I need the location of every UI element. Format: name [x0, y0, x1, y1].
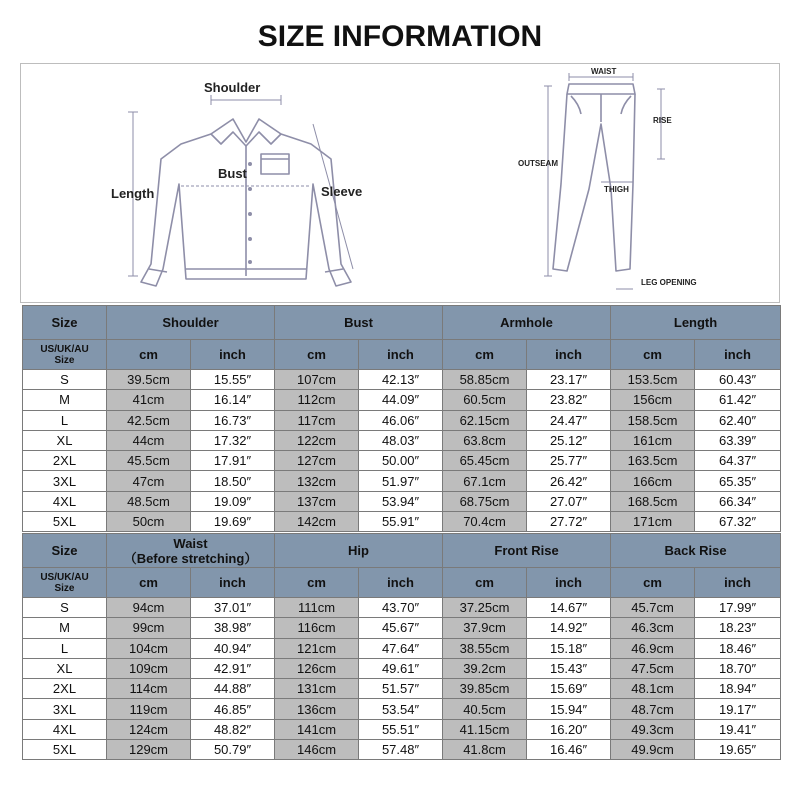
cm-cell: 166cm [611, 471, 695, 491]
table-row [23, 598, 781, 618]
inch-cell: 18.50″ [191, 471, 275, 491]
table-row [23, 451, 781, 471]
inch-cell: 38.98″ [191, 618, 275, 638]
size-cell: L [23, 410, 107, 430]
cm-cell: 48.5cm [107, 491, 191, 511]
cm-cell: 158.5cm [611, 410, 695, 430]
table-subheader-row [23, 340, 781, 370]
cm-cell: 37.9cm [443, 618, 527, 638]
inch-cell: 66.34″ [695, 491, 781, 511]
cm-cell: 60.5cm [443, 390, 527, 410]
inch-cell: 18.46″ [695, 638, 781, 658]
inch-cell: 23.17″ [527, 370, 611, 390]
cm-cell: 41cm [107, 390, 191, 410]
size-sub-label: Size [54, 582, 75, 594]
inch-cell: 65.35″ [695, 471, 781, 491]
inch-header: inch [359, 340, 443, 370]
inch-cell: 19.65″ [695, 740, 781, 760]
inch-cell: 19.17″ [695, 699, 781, 719]
inch-cell: 64.37″ [695, 451, 781, 471]
cm-cell: 163.5cm [611, 451, 695, 471]
table-row [23, 740, 781, 760]
table-row [23, 430, 781, 450]
table-row [23, 410, 781, 430]
inch-cell: 37.01″ [191, 598, 275, 618]
size-cell: L [23, 638, 107, 658]
cm-cell: 168.5cm [611, 491, 695, 511]
inch-cell: 55.91″ [359, 512, 443, 532]
inch-cell: 15.43″ [527, 658, 611, 678]
inch-cell: 18.70″ [695, 658, 781, 678]
inch-cell: 51.57″ [359, 679, 443, 699]
inch-cell: 47.64″ [359, 638, 443, 658]
inch-cell: 55.51″ [359, 719, 443, 739]
waist-header-note: （Before stretching） [123, 550, 258, 566]
inch-cell: 27.07″ [527, 491, 611, 511]
region-label: US/UK/AU [40, 571, 89, 583]
hip-header: Hip [275, 534, 443, 568]
inch-header: inch [359, 568, 443, 598]
table-subheader-row [23, 568, 781, 598]
cm-cell: 153.5cm [611, 370, 695, 390]
cm-cell: 116cm [275, 618, 359, 638]
cm-cell: 111cm [275, 598, 359, 618]
inch-cell: 15.55″ [191, 370, 275, 390]
measurement-diagram [20, 63, 780, 303]
cm-cell: 126cm [275, 658, 359, 678]
inch-cell: 46.85″ [191, 699, 275, 719]
size-cell: 4XL [23, 719, 107, 739]
cm-cell: 112cm [275, 390, 359, 410]
cm-cell: 65.45cm [443, 451, 527, 471]
table-row [23, 618, 781, 638]
cm-cell: 119cm [107, 699, 191, 719]
inch-cell: 49.61″ [359, 658, 443, 678]
inch-cell: 40.94″ [191, 638, 275, 658]
inch-cell: 50.79″ [191, 740, 275, 760]
leg-opening-label: LEG OPENING [641, 278, 697, 287]
cm-cell: 109cm [107, 658, 191, 678]
cm-header: cm [611, 340, 695, 370]
cm-cell: 39.2cm [443, 658, 527, 678]
cm-cell: 38.55cm [443, 638, 527, 658]
table-row [23, 638, 781, 658]
inch-cell: 60.43″ [695, 370, 781, 390]
cm-cell: 49.9cm [611, 740, 695, 760]
cm-cell: 68.75cm [443, 491, 527, 511]
cm-cell: 41.15cm [443, 719, 527, 739]
front-rise-header: Front Rise [443, 534, 611, 568]
table-row [23, 491, 781, 511]
inch-cell: 63.39″ [695, 430, 781, 450]
cm-cell: 104cm [107, 638, 191, 658]
page-title: SIZE INFORMATION [257, 20, 543, 53]
back-rise-header: Back Rise [611, 534, 781, 568]
cm-cell: 136cm [275, 699, 359, 719]
size-cell: XL [23, 658, 107, 678]
cm-cell: 50cm [107, 512, 191, 532]
cm-cell: 46.9cm [611, 638, 695, 658]
shirt-buttons [248, 162, 252, 264]
table-row [23, 471, 781, 491]
size-sub-label: Size [54, 354, 75, 366]
inch-cell: 51.97″ [359, 471, 443, 491]
size-cell: 5XL [23, 512, 107, 532]
inch-cell: 17.32″ [191, 430, 275, 450]
table-row [23, 658, 781, 678]
inch-cell: 48.03″ [359, 430, 443, 450]
inch-cell: 42.91″ [191, 658, 275, 678]
cm-cell: 127cm [275, 451, 359, 471]
size-cell: 4XL [23, 491, 107, 511]
size-cell: XL [23, 430, 107, 450]
shoulder-header: Shoulder [107, 306, 275, 340]
inch-header: inch [695, 568, 781, 598]
shoulder-label: Shoulder [204, 80, 261, 95]
cm-cell: 45.5cm [107, 451, 191, 471]
cm-cell: 58.85cm [443, 370, 527, 390]
cm-header: cm [107, 568, 191, 598]
waist-header [107, 534, 275, 568]
inch-cell: 50.00″ [359, 451, 443, 471]
pants-measure-lines [544, 73, 665, 289]
inch-cell: 16.46″ [527, 740, 611, 760]
cm-cell: 117cm [275, 410, 359, 430]
cm-cell: 44cm [107, 430, 191, 450]
size-header: Size [23, 306, 107, 340]
bust-label: Bust [218, 166, 247, 181]
inch-cell: 44.09″ [359, 390, 443, 410]
cm-cell: 39.85cm [443, 679, 527, 699]
region-size-header [23, 340, 107, 370]
cm-header: cm [275, 340, 359, 370]
size-cell: 2XL [23, 451, 107, 471]
inch-cell: 19.09″ [191, 491, 275, 511]
size-cell: 5XL [23, 740, 107, 760]
inch-cell: 17.91″ [191, 451, 275, 471]
cm-cell: 45.7cm [611, 598, 695, 618]
inch-cell: 67.32″ [695, 512, 781, 532]
inch-cell: 15.18″ [527, 638, 611, 658]
cm-cell: 156cm [611, 390, 695, 410]
length-label: Length [111, 186, 155, 201]
cm-cell: 124cm [107, 719, 191, 739]
bottoms-table-body [23, 598, 781, 760]
inch-cell: 17.99″ [695, 598, 781, 618]
cm-cell: 161cm [611, 430, 695, 450]
waist-header-title: Waist [173, 535, 208, 551]
inch-cell: 26.42″ [527, 471, 611, 491]
cm-cell: 171cm [611, 512, 695, 532]
inch-cell: 18.94″ [695, 679, 781, 699]
cm-cell: 40.5cm [443, 699, 527, 719]
inch-cell: 46.06″ [359, 410, 443, 430]
size-cell: 2XL [23, 679, 107, 699]
garment-illustrations [21, 64, 781, 304]
size-cell: 3XL [23, 471, 107, 491]
table-row [23, 699, 781, 719]
inch-cell: 16.14″ [191, 390, 275, 410]
inch-cell: 25.77″ [527, 451, 611, 471]
bust-header: Bust [275, 306, 443, 340]
inch-cell: 15.69″ [527, 679, 611, 699]
cm-header: cm [611, 568, 695, 598]
cm-cell: 39.5cm [107, 370, 191, 390]
cm-cell: 48.7cm [611, 699, 695, 719]
region-label: US/UK/AU [40, 343, 89, 355]
cm-header: cm [443, 568, 527, 598]
armhole-header: Armhole [443, 306, 611, 340]
inch-cell: 42.13″ [359, 370, 443, 390]
inch-cell: 19.69″ [191, 512, 275, 532]
inch-cell: 57.48″ [359, 740, 443, 760]
tops-table-body [23, 370, 781, 532]
table-row [23, 512, 781, 532]
region-size-header [23, 568, 107, 598]
inch-cell: 27.72″ [527, 512, 611, 532]
table-row [23, 390, 781, 410]
cm-cell: 46.3cm [611, 618, 695, 638]
cm-cell: 37.25cm [443, 598, 527, 618]
cm-cell: 63.8cm [443, 430, 527, 450]
cm-cell: 42.5cm [107, 410, 191, 430]
cm-header: cm [275, 568, 359, 598]
inch-header: inch [527, 568, 611, 598]
cm-cell: 94cm [107, 598, 191, 618]
cm-cell: 41.8cm [443, 740, 527, 760]
cm-cell: 67.1cm [443, 471, 527, 491]
size-cell: M [23, 618, 107, 638]
inch-cell: 45.67″ [359, 618, 443, 638]
cm-cell: 132cm [275, 471, 359, 491]
inch-cell: 14.67″ [527, 598, 611, 618]
inch-cell: 44.88″ [191, 679, 275, 699]
cm-cell: 121cm [275, 638, 359, 658]
cm-cell: 122cm [275, 430, 359, 450]
size-cell: S [23, 598, 107, 618]
inch-cell: 61.42″ [695, 390, 781, 410]
shirt-measure-lines [128, 95, 353, 276]
table-header-row [23, 534, 781, 568]
table-row [23, 679, 781, 699]
inch-cell: 16.20″ [527, 719, 611, 739]
inch-cell: 19.41″ [695, 719, 781, 739]
cm-cell: 47cm [107, 471, 191, 491]
rise-label: RISE [653, 116, 672, 125]
cm-cell: 114cm [107, 679, 191, 699]
pants-illustration [553, 84, 635, 271]
inch-cell: 23.82″ [527, 390, 611, 410]
size-cell: S [23, 370, 107, 390]
inch-cell: 53.94″ [359, 491, 443, 511]
table-row [23, 719, 781, 739]
inch-cell: 16.73″ [191, 410, 275, 430]
inch-cell: 15.94″ [527, 699, 611, 719]
inch-cell: 53.54″ [359, 699, 443, 719]
cm-cell: 107cm [275, 370, 359, 390]
cm-cell: 62.15cm [443, 410, 527, 430]
outseam-label: OUTSEAM [518, 159, 558, 168]
cm-cell: 48.1cm [611, 679, 695, 699]
inch-cell: 25.12″ [527, 430, 611, 450]
length-header: Length [611, 306, 781, 340]
sleeve-label: Sleeve [321, 184, 363, 199]
waist-label: WAIST [591, 67, 617, 76]
thigh-label: THIGH [604, 185, 629, 194]
cm-cell: 99cm [107, 618, 191, 638]
inch-header: inch [191, 340, 275, 370]
cm-cell: 70.4cm [443, 512, 527, 532]
size-table-tops [22, 305, 781, 532]
inch-cell: 62.40″ [695, 410, 781, 430]
cm-cell: 137cm [275, 491, 359, 511]
cm-cell: 129cm [107, 740, 191, 760]
inch-header: inch [527, 340, 611, 370]
cm-header: cm [107, 340, 191, 370]
shirt-illustration [141, 119, 351, 286]
inch-cell: 43.70″ [359, 598, 443, 618]
cm-header: cm [443, 340, 527, 370]
cm-cell: 131cm [275, 679, 359, 699]
size-table-bottoms [22, 533, 781, 760]
size-header: Size [23, 534, 107, 568]
inch-cell: 48.82″ [191, 719, 275, 739]
cm-cell: 142cm [275, 512, 359, 532]
table-header-row [23, 306, 781, 340]
cm-cell: 49.3cm [611, 719, 695, 739]
inch-cell: 18.23″ [695, 618, 781, 638]
size-cell: 3XL [23, 699, 107, 719]
size-cell: M [23, 390, 107, 410]
cm-cell: 47.5cm [611, 658, 695, 678]
inch-cell: 24.47″ [527, 410, 611, 430]
cm-cell: 146cm [275, 740, 359, 760]
inch-header: inch [695, 340, 781, 370]
inch-cell: 14.92″ [527, 618, 611, 638]
table-row [23, 370, 781, 390]
inch-header: inch [191, 568, 275, 598]
cm-cell: 141cm [275, 719, 359, 739]
